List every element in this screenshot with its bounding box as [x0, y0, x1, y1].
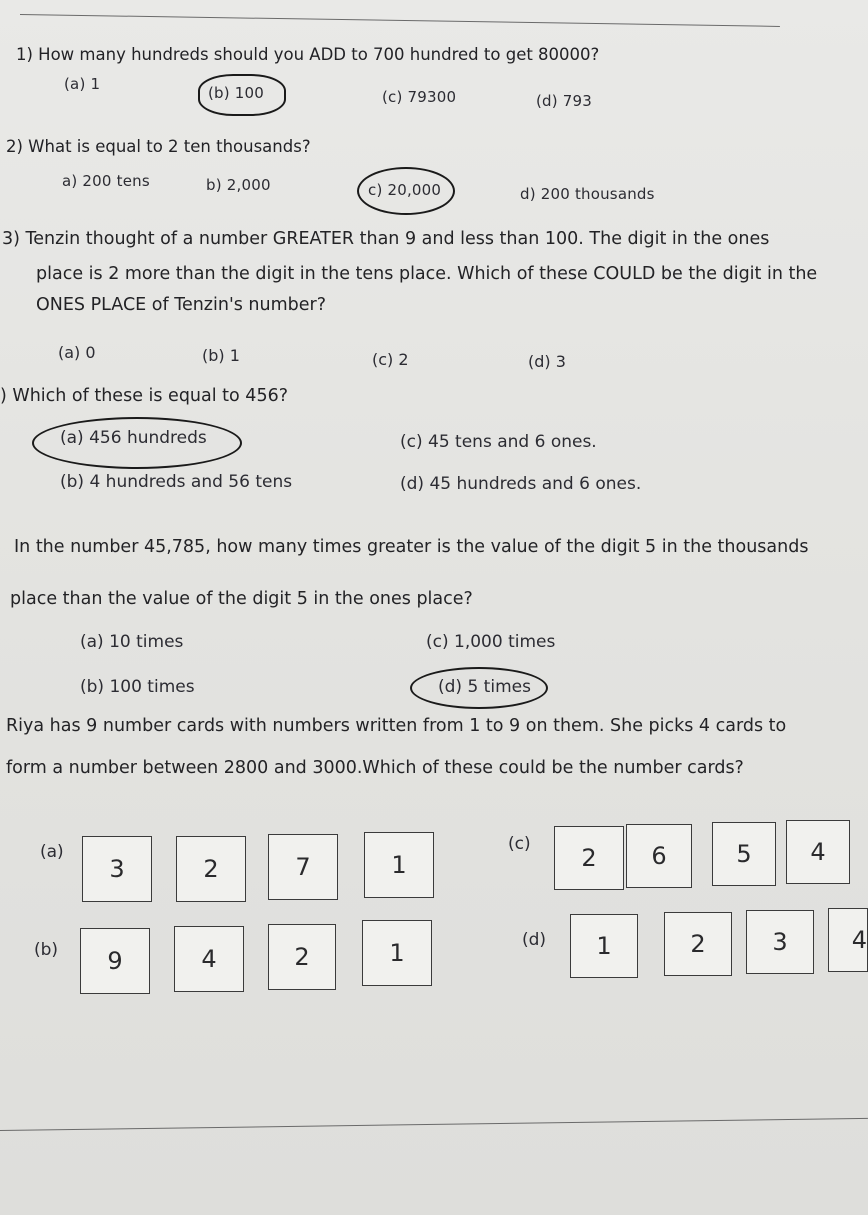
- card-d-2: 2: [664, 912, 732, 976]
- q2-option-a: a) 200 tens: [62, 172, 150, 190]
- card-b-4: 1: [362, 920, 432, 986]
- q4-option-b: (b) 4 hundreds and 56 tens: [60, 472, 293, 492]
- question-3-line-3: ONES PLACE of Tenzin's number?: [36, 295, 327, 315]
- question-3-line-2: place is 2 more than the digit in the tens place. Which of these COULD be the digit in the: [36, 264, 818, 284]
- card-d-1: 1: [570, 914, 638, 978]
- answer-circle-q5: [410, 667, 548, 709]
- question-5-line-1: In the number 45,785, how many times greater is the value of the digit 5 in the thousands: [14, 537, 809, 557]
- question-6-line-1: Riya has 9 number cards with numbers written from 1 to 9 on them. She picks 4 cards to: [6, 716, 787, 736]
- q1-option-d: (d) 793: [536, 92, 593, 110]
- question-3-line-1: 3) Tenzin thought of a number GREATER than 9 and less than 100. The digit in the ones: [2, 229, 770, 249]
- bottom-rule: [0, 1118, 868, 1131]
- q3-option-d: (d) 3: [528, 352, 566, 371]
- question-1: 1) How many hundreds should you ADD to 700 hundred to get 80000?: [16, 45, 600, 64]
- q4-option-c: (c) 45 tens and 6 ones.: [400, 432, 597, 452]
- q1-option-c: (c) 79300: [382, 88, 457, 106]
- card-a-2: 2: [176, 836, 246, 902]
- q3-option-c: (c) 2: [372, 350, 409, 369]
- q2-option-d: d) 200 thousands: [520, 185, 655, 203]
- q5-option-d: (d) 5 times: [438, 677, 531, 697]
- q6-label-c: (c): [508, 834, 531, 854]
- card-d-3: 3: [746, 910, 814, 974]
- q3-option-a: (a) 0: [58, 343, 96, 362]
- question-5-line-2: place than the value of the digit 5 in the ones place?: [10, 589, 473, 609]
- q5-option-b: (b) 100 times: [80, 677, 195, 697]
- card-a-1: 3: [82, 836, 152, 902]
- card-b-1: 9: [80, 928, 150, 994]
- q3-option-b: (b) 1: [202, 346, 240, 365]
- q6-label-a: (a): [40, 842, 64, 862]
- card-d-4: 4: [828, 908, 868, 972]
- question-6-line-2: form a number between 2800 and 3000.Which of these could be the number cards?: [6, 758, 744, 778]
- answer-circle-q1: [198, 74, 286, 116]
- answer-circle-q4: [32, 417, 242, 469]
- card-b-3: 2: [268, 924, 336, 990]
- card-c-4: 4: [786, 820, 850, 884]
- q1-option-a: (a) 1: [64, 75, 101, 93]
- top-rule: [20, 14, 780, 27]
- question-2: 2) What is equal to 2 ten thousands?: [6, 137, 311, 156]
- card-a-4: 1: [364, 832, 434, 898]
- q6-label-d: (d): [522, 930, 547, 950]
- q2-option-b: b) 2,000: [206, 176, 271, 194]
- card-a-3: 7: [268, 834, 338, 900]
- q5-option-c: (c) 1,000 times: [426, 632, 556, 652]
- card-c-2: 6: [626, 824, 692, 888]
- q5-option-a: (a) 10 times: [80, 632, 184, 652]
- question-4: ) Which of these is equal to 456?: [0, 386, 288, 406]
- q1-option-b: (b) 100: [208, 84, 265, 102]
- q2-option-c: c) 20,000: [368, 181, 442, 199]
- q6-label-b: (b): [34, 940, 59, 960]
- card-c-3: 5: [712, 822, 776, 886]
- q4-option-d: (d) 45 hundreds and 6 ones.: [400, 474, 642, 494]
- q4-option-a: (a) 456 hundreds: [60, 428, 207, 448]
- answer-circle-q2: [357, 167, 455, 215]
- card-c-1: 2: [554, 826, 624, 890]
- card-b-2: 4: [174, 926, 244, 992]
